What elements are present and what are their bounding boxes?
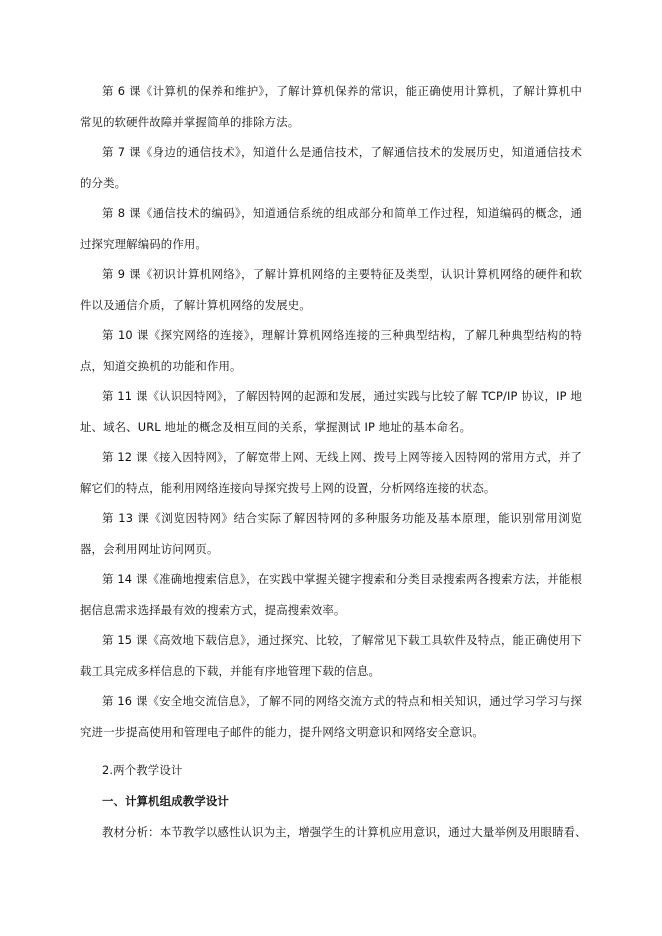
section-label: 2.两个教学设计 bbox=[102, 763, 183, 777]
paragraph-lesson-6: 第 6 课《计算机的保养和维护》，了解计算机保养的常识，能正确使用计算机，了解计算机中常见的软硬件故障并掌握简单的排除方法。 bbox=[80, 84, 582, 129]
paragraph-lesson-8: 第 8 课《通信技术的编码》，知道通信系统的组成部分和简单工作过程，知道编码的概念，通过探究理解编码的作用。 bbox=[80, 206, 582, 251]
paragraph-lesson-9: 第 9 课《初识计算机网络》，了解计算机网络的主要特征及类型，认识计算机网络的硬件和软件以及通信介质，了解计算机网络的发展史。 bbox=[80, 267, 582, 312]
section-heading: 一、计算机组成教学设计 bbox=[102, 794, 229, 808]
paragraph-lesson-14: 第 14 课《准确地搜索信息》，在实践中掌握关键字搜索和分类目录搜索两各搜索方法，并能根据信息需求选择最有效的搜索方式，提高搜索效率。 bbox=[80, 572, 582, 617]
paragraph-lesson-15: 第 15 课《高效地下载信息》，通过探究、比较，了解常见下载工具软件及特点，能正确使用下载工具完成多样信息的下载，并能有序地管理下载的信息。 bbox=[80, 633, 582, 678]
paragraph-lesson-10: 第 10 课《探究网络的连接》，理解计算机网络连接的三种典型结构，了解几种典型结构的特点，知道交换机的功能和作用。 bbox=[80, 328, 582, 373]
paragraph-lesson-16: 第 16 课《安全地交流信息》，了解不同的网络交流方式的特点和相关知识，通过学习学习与探究进一步提高使用和管理电子邮件的能力，提升网络文明意识和网络安全意识。 bbox=[80, 694, 582, 739]
paragraph-lesson-12: 第 12 课《接入因特网》，了解宽带上网、无线上网、拨号上网等接入因特网的常用方式，并了解它们的特点，能利用网络连接向导探究拨号上网的设置，分析网络连接的状态。 bbox=[80, 450, 582, 495]
paragraph-lesson-7: 第 7 课《身边的通信技术》，知道什么是通信技术，了解通信技术的发展历史，知道通信技术的分类。 bbox=[80, 145, 582, 190]
paragraph-lesson-13: 第 13 课《浏览因特网》结合实际了解因特网的多种服务功能及基本原理，能识别常用浏览器，会利用网址访问网页。 bbox=[80, 511, 582, 556]
paragraph-lesson-11: 第 11 课《认识因特网》，了解因特网的起源和发展，通过实践与比较了解 TCP/IP 协议，IP 地址、域名、URL 地址的概念及相互间的关系，掌握测试 IP 地址的基本命名。 bbox=[80, 389, 582, 434]
material-analysis: 教材分析：本节教学以感性认识为主，增强学生的计算机应用意识，通过大量举例及用眼睛看、 bbox=[102, 825, 587, 839]
